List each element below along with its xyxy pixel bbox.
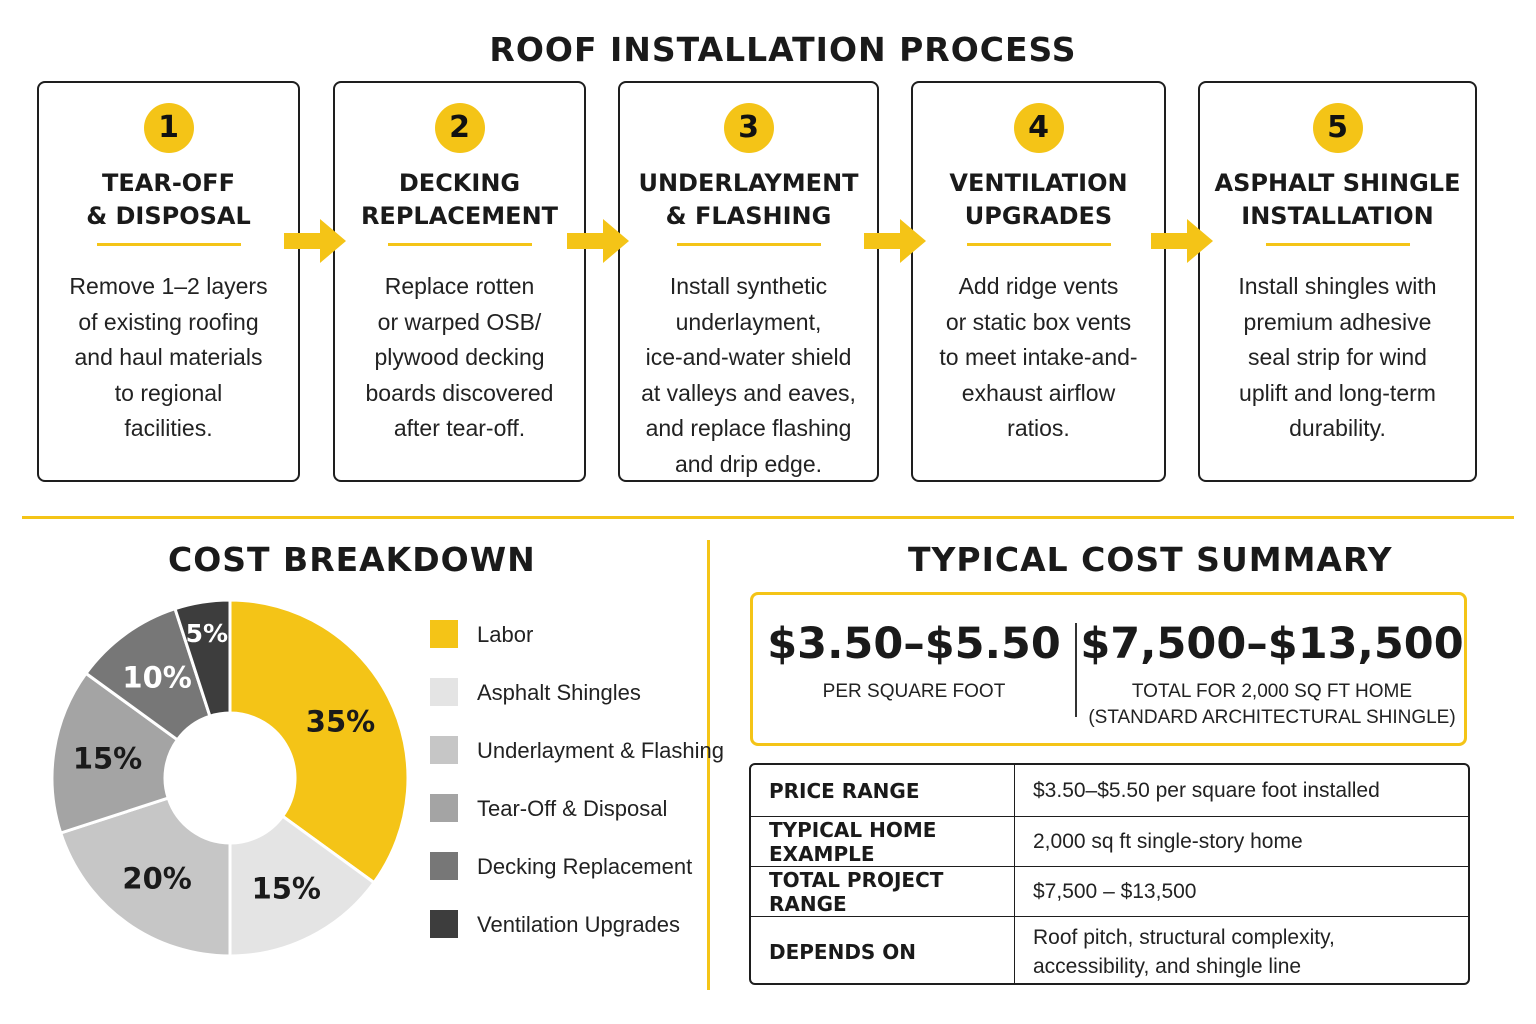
slice-percent-label: 5% — [185, 618, 229, 648]
process-step-4 — [911, 81, 1166, 482]
legend-label: Ventilation Upgrades — [477, 912, 681, 937]
slice-percent-label: 15% — [72, 741, 143, 776]
legend-swatch — [430, 678, 458, 706]
table-row-label: TOTAL PROJECT RANGE — [751, 867, 1015, 916]
step-description: Install shingles with premium adhesive seal strip for wind uplift and long-term durability. — [1238, 273, 1437, 441]
step-title: VENTILATION UPGRADES — [949, 169, 1128, 230]
step-description: Add ridge vents or static box vents to meet intake-and- exhaust airflow ratios. — [939, 273, 1138, 441]
slice-percent-label: 20% — [122, 861, 192, 896]
legend-label: Underlayment & Flashing — [477, 738, 725, 763]
legend-swatch — [430, 736, 458, 764]
step-number-badge: 1 — [144, 103, 194, 153]
legend-swatch — [430, 620, 458, 648]
slice-percent-label: 35% — [305, 704, 376, 739]
section-divider — [22, 516, 1514, 519]
table-row-value: 2,000 sq ft single-story home — [1033, 830, 1303, 853]
step-number-badge: 2 — [435, 103, 485, 153]
step-title: ASPHALT SHINGLE INSTALLATION — [1214, 169, 1461, 230]
slice-percent-label: 10% — [122, 660, 192, 695]
step-description: Install synthetic underlayment, ice-and-water shield at valleys and eaves, and replace flashing and drip edge. — [641, 273, 856, 477]
table-row-label: PRICE RANGE — [751, 765, 1015, 816]
step-divider — [967, 243, 1111, 246]
step-number-badge: 5 — [1313, 103, 1363, 153]
legend-label: Labor — [477, 622, 534, 647]
cost-details-table — [749, 763, 1470, 985]
total-cost-label: TOTAL FOR 2,000 SQ FT HOME (STANDARD ARCHITECTURAL SHINGLE) — [1088, 681, 1456, 728]
table-row — [751, 765, 1468, 816]
table-row-value: $3.50–$5.50 per square foot installed — [1033, 779, 1380, 802]
step-description: Remove 1–2 layers of existing roofing and haul materials to regional facilities. — [69, 273, 268, 441]
legend-label: Tear-Off & Disposal — [477, 796, 668, 821]
per-sqft-label: PER SQUARE FOOT — [822, 681, 1006, 702]
legend-label: Asphalt Shingles — [477, 680, 641, 705]
arrow-right-icon — [864, 216, 928, 266]
step-title: DECKING REPLACEMENT — [360, 169, 559, 230]
total-cost-value: $7,500–$13,500 — [1080, 619, 1464, 669]
step-title: UNDERLAYMENT & FLASHING — [638, 169, 859, 230]
table-row-value: Roof pitch, structural complexity, accessibility, and shingle line — [1033, 926, 1335, 978]
legend-label: Decking Replacement — [477, 854, 693, 879]
process-step-5 — [1198, 81, 1477, 482]
step-number-badge: 4 — [1014, 103, 1064, 153]
step-divider — [677, 243, 821, 246]
table-row — [751, 816, 1468, 866]
page-title: ROOF INSTALLATION PROCESS — [489, 30, 1077, 69]
step-title: TEAR-OFF & DISPOSAL — [86, 169, 251, 230]
step-description: Replace rotten or warped OSB/ plywood decking boards discovered after tear-off. — [365, 273, 554, 441]
cost-breakdown-donut-chart — [40, 578, 420, 978]
process-step-3 — [618, 81, 879, 482]
legend-swatch — [430, 794, 458, 822]
legend-swatch — [430, 852, 458, 880]
arrow-right-icon — [284, 216, 348, 266]
step-divider — [388, 243, 532, 246]
table-row — [751, 916, 1468, 985]
step-divider — [97, 243, 241, 246]
cost-breakdown-title: COST BREAKDOWN — [168, 540, 536, 579]
arrow-right-icon — [1151, 216, 1215, 266]
slice-percent-label: 15% — [251, 871, 322, 906]
process-step-1 — [37, 81, 300, 482]
column-divider — [707, 540, 710, 990]
step-number-badge: 3 — [724, 103, 774, 153]
step-divider — [1266, 243, 1410, 246]
per-sqft-value: $3.50–$5.50 — [767, 619, 1061, 669]
arrow-right-icon — [567, 216, 631, 266]
cost-summary-box — [750, 592, 1467, 746]
table-row — [751, 866, 1468, 916]
table-row-label: DEPENDS ON — [751, 917, 1015, 985]
total-cost-summary — [1077, 617, 1467, 731]
table-row-value: $7,500 – $13,500 — [1033, 880, 1197, 903]
per-sqft-summary — [753, 617, 1075, 705]
legend-swatch — [430, 910, 458, 938]
table-row-label: TYPICAL HOME EXAMPLE — [751, 817, 1015, 866]
cost-summary-title: TYPICAL COST SUMMARY — [908, 540, 1393, 579]
process-step-2 — [333, 81, 586, 482]
